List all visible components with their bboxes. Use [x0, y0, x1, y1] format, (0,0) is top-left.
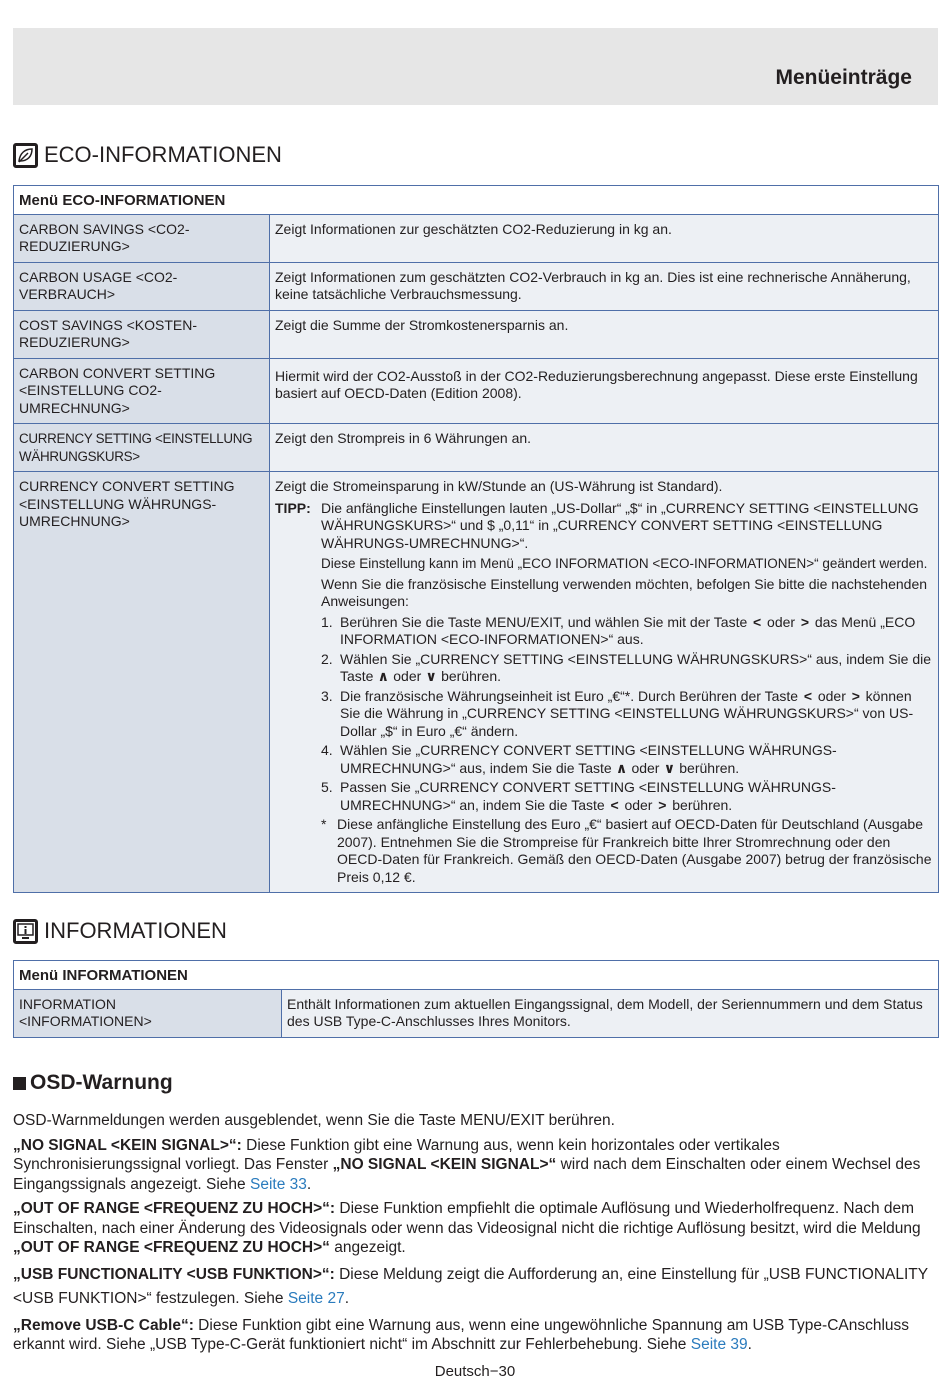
step-text: berühren. — [672, 796, 733, 813]
osd-text: Diese Funktion gibt eine Warnung aus, wenn eine ungewöhnliche Spannung am USB Type-CAnschluss erkannt wird. Siehe „USB Type-C-Gerät funktioniert nicht“ im Abschnitt zur Fehlerbehebung. Siehe — [13, 1316, 910, 1353]
step-text: Wählen Sie „CURRENCY CONVERT SETTING <EINSTELLUNG WÄHRUNGS-UMRECHNUNG>“ aus, indem Sie die Taste — [340, 742, 837, 776]
eco-section-title: ECO-INFORMATIONEN — [44, 142, 282, 167]
chevron-left-icon: < — [803, 687, 813, 704]
menu-item-label: CURRENCY CONVERT SETTING <EINSTELLUNG WÄHRUNGS-UMRECHNUNG> — [14, 472, 270, 893]
page-link[interactable]: Seite 33 — [249, 1175, 307, 1193]
step-text: das Menü „ECO INFORMATION <ECO-INFORMATIONEN>“ aus. — [340, 613, 916, 647]
osd-intro: OSD-Warnmeldungen werden ausgeblendet, wenn Sie die Taste MENU/EXIT berühren. — [13, 1112, 615, 1129]
chevron-right-icon: > — [800, 613, 810, 630]
list-item — [321, 779, 933, 814]
menu-item-label: CARBON CONVERT SETTING <EINSTELLUNG CO2-UMRECHNUNG> — [14, 358, 270, 424]
info-section-heading — [13, 918, 227, 944]
osd-paragraph — [13, 1263, 941, 1311]
table-row — [14, 214, 939, 262]
page-title: Menüeinträge — [775, 66, 912, 89]
step-text: oder — [767, 613, 796, 630]
menu-item-desc: Zeigt Informationen zur geschätzten CO2-Reduzierung in kg an. — [270, 214, 939, 262]
list-item — [321, 688, 933, 741]
table-header-row — [14, 186, 939, 215]
table-row — [14, 989, 939, 1037]
page-link[interactable]: Seite 27 — [287, 1289, 345, 1307]
list-item — [321, 614, 933, 649]
tip-label: TIPP: — [275, 499, 311, 516]
page-number: Deutsch−30 — [434, 1363, 516, 1380]
square-bullet-icon — [13, 1077, 26, 1090]
osd-section-heading — [13, 1071, 173, 1095]
menu-item-desc: Enthält Informationen zum aktuellen Eingangssignal, dem Modell, der Seriennummern und dem Status des USB Type-C-Anschlusses Ihres Monitors. — [282, 989, 939, 1037]
table-row — [14, 262, 939, 310]
table-row — [14, 472, 939, 893]
chevron-down-icon: ∨ — [663, 759, 676, 776]
eco-menu-table — [13, 185, 939, 893]
menu-item-desc: Zeigt die Summe der Stromkostenersparnis an. — [270, 310, 939, 358]
osd-term: „OUT OF RANGE <FREQUENZ ZU HOCH>“: — [13, 1200, 336, 1217]
step-text: berühren. — [441, 668, 501, 684]
chevron-right-icon: > — [658, 796, 667, 813]
table-row — [14, 310, 939, 358]
chevron-up-icon: ∧ — [377, 668, 390, 684]
osd-text: angezeigt. — [329, 1239, 406, 1256]
chevron-up-icon: ∧ — [615, 759, 628, 776]
step-text: berühren. — [679, 759, 740, 776]
osd-text: Diese Funktion gibt eine Warnung aus, wenn kein horizontales oder vertikales Synchronisierungssignal vorliegt. Das Fenster — [13, 1136, 780, 1173]
monitor-info-icon — [13, 919, 38, 944]
osd-term: „USB FUNCTIONALITY <USB FUNKTION>“: — [13, 1265, 335, 1283]
menu-item-desc: Zeigt die Stromeinsparung in kW/Stunde an (US-Währung ist Standard). — [275, 478, 723, 494]
step-number: 3. — [321, 687, 333, 704]
menu-item-label: CURRENCY SETTING <EINSTELLUNG WÄHRUNGSKURS> — [14, 424, 270, 472]
footnote-mark: * — [321, 816, 327, 832]
step-text: Wählen Sie „CURRENCY SETTING <EINSTELLUNG WÄHRUNGSKURS>“ aus, indem Sie die Taste — [340, 650, 932, 684]
step-text: oder — [624, 796, 653, 813]
tip-steps-list — [321, 614, 933, 815]
menu-item-label: COST SAVINGS <KOSTEN-REDUZIERUNG> — [14, 310, 270, 358]
osd-text: . — [344, 1289, 350, 1307]
osd-text: . — [306, 1175, 312, 1193]
osd-term: „Remove USB-C Cable“: — [13, 1316, 194, 1334]
step-text: Die französische Währungseinheit ist Euro „€“*. Durch Berühren der Taste — [340, 687, 799, 704]
step-text: oder — [393, 668, 422, 684]
osd-section-body — [13, 1111, 941, 1360]
menu-item-label: CARBON SAVINGS <CO2-REDUZIERUNG> — [14, 214, 270, 262]
leaf-icon — [13, 143, 38, 168]
menu-item-desc-cell — [270, 472, 939, 893]
eco-section-heading — [13, 142, 282, 168]
step-text: können Sie die Währung in „CURRENCY SETTING <EINSTELLUNG WÄHRUNGSKURS>“ von US-Dollar „$“ in Euro „€“ ändern. — [340, 687, 914, 739]
step-text: oder — [817, 687, 846, 704]
list-item — [321, 742, 933, 777]
page-link[interactable]: Seite 39 — [690, 1336, 748, 1353]
step-number: 4. — [321, 742, 333, 758]
menu-item-label: CARBON USAGE <CO2-VERBRAUCH> — [14, 262, 270, 310]
info-menu-table — [13, 960, 939, 1038]
osd-paragraph — [13, 1136, 941, 1195]
osd-paragraph — [13, 1199, 941, 1258]
chevron-left-icon: < — [610, 796, 619, 813]
menu-item-desc: Zeigt den Strompreis in 6 Währungen an. — [270, 424, 939, 472]
osd-text: . — [747, 1336, 752, 1353]
footnote — [321, 816, 933, 886]
osd-paragraph — [13, 1316, 941, 1355]
step-number: 2. — [321, 650, 333, 667]
tip-body — [321, 500, 933, 887]
tip-paragraph: Diese Einstellung kann im Menü „ECO INFORMATION <ECO-INFORMATIONEN>“ geändert werden. — [321, 556, 928, 571]
step-number: 1. — [321, 613, 333, 630]
step-number: 5. — [321, 779, 333, 795]
menu-item-label: INFORMATION <INFORMATIONEN> — [14, 989, 282, 1037]
info-section-title: INFORMATIONEN — [44, 918, 227, 943]
step-text: Passen Sie „CURRENCY CONVERT SETTING <EINSTELLUNG WÄHRUNGS-UMRECHNUNG>“ an, indem Sie die Taste — [340, 779, 836, 813]
table-header-row — [14, 961, 939, 990]
osd-text: Diese Meldung zeigt die Aufforderung an, eine Einstellung für „USB FUNCTIONALITY <USB FUNKTION>“ festzulegen. Siehe — [13, 1265, 928, 1307]
step-text: Berühren Sie die Taste MENU/EXIT, und wählen Sie mit der Taste — [340, 613, 748, 630]
chevron-down-icon: ∨ — [425, 668, 437, 684]
chevron-left-icon: < — [753, 613, 762, 630]
menu-item-desc: Hiermit wird der CO2-Ausstoß in der CO2-Reduzierungsberechnung angepasst. Diese erste Einstellung basiert auf OECD-Daten (Edition 2008). — [270, 358, 939, 424]
chevron-right-icon: > — [851, 687, 860, 704]
tip-block — [275, 500, 933, 887]
footnote-text: Diese anfängliche Einstellung des Euro „€“ basiert auf OECD-Daten für Deutschland (Ausgabe 2007). Entnehmen Sie die Strompreise für Frankreich bitte Ihrer Stromrechnung oder den OECD-Daten für Frankreich. Gemäß den OECD-Daten (Ausgabe 2007) betrug der französische Preis 0,12 €. — [337, 816, 932, 885]
osd-section-title: OSD-Warnung — [30, 1071, 173, 1094]
osd-term: „NO SIGNAL <KEIN SIGNAL>“: — [13, 1136, 242, 1154]
osd-term: „NO SIGNAL <KEIN SIGNAL>“ — [332, 1156, 557, 1173]
osd-text: wird nach dem Einschalten oder einem Wechsel des Eingangssignals angezeigt. Siehe — [13, 1156, 921, 1193]
menu-item-desc: Zeigt Informationen zum geschätzten CO2-Verbrauch in kg an. Dies ist eine rechnerische Annäherung, keine tatsächliche Verbrauchsmessung. — [270, 262, 939, 310]
page-header-bar — [13, 28, 938, 105]
table-row — [14, 424, 939, 472]
info-table-header: Menü INFORMATIONEN — [14, 961, 939, 990]
table-row — [14, 358, 939, 424]
eco-table-header: Menü ECO-INFORMATIONEN — [14, 186, 939, 215]
tip-paragraph: Wenn Sie die französische Einstellung verwenden möchten, befolgen Sie bitte die nachstehenden Anweisungen: — [321, 575, 928, 609]
step-text: oder — [631, 759, 660, 776]
osd-text: Diese Funktion empfiehlt die optimale Auflösung und Wiederholfrequenz. Nach dem Einschalten, nach einer Änderung des Videosignals oder wenn das Videosignal nicht die richtige Auflösung besitzt, wird die Meldung — [13, 1200, 921, 1237]
tip-paragraph: Die anfängliche Einstellungen lauten „US-Dollar“ „$“ in „CURRENCY SETTING <EINSTELLUNG WÄHRUNGSKURS>“ und $ „0,11“ in „CURRENCY CONVERT SETTING <EINSTELLUNG WÄHRUNGS-UMRECHNUNG>“. — [321, 499, 919, 551]
osd-term: „OUT OF RANGE <FREQUENZ ZU HOCH>“ — [13, 1239, 330, 1256]
list-item — [321, 651, 933, 686]
